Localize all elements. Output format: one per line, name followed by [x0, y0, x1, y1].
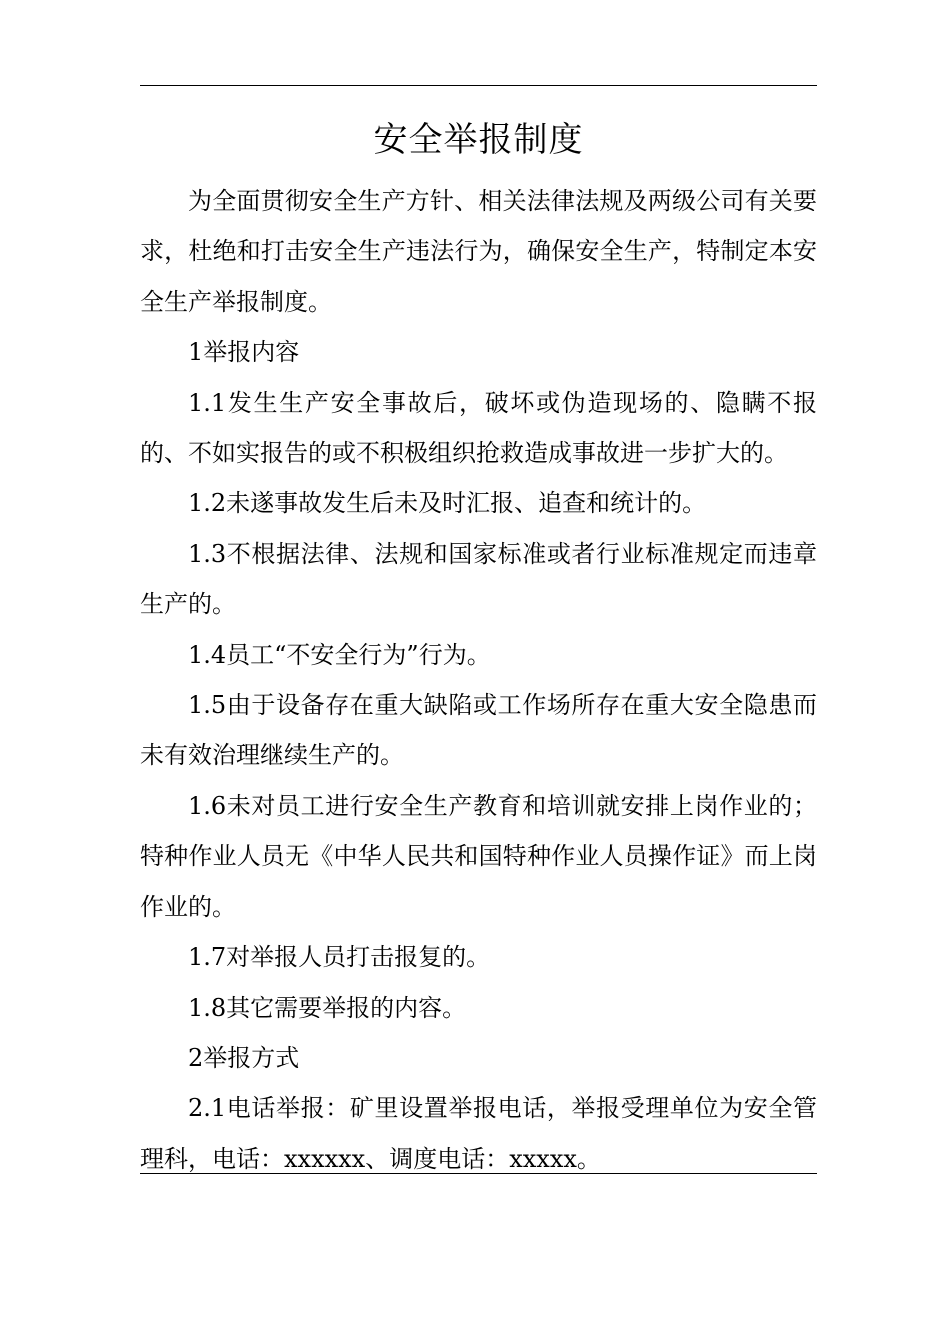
clause-2-1: 2.1电话举报：矿里设置举报电话，举报受理单位为安全管理科，电话：xxxxxx、调度电话：xxxxx。	[140, 1094, 817, 1173]
clause-1-4: 1.4员工“不安全行为”行为。	[188, 640, 491, 669]
clause-1-5: 1.5由于设备存在重大缺陷或工作场所存在重大安全隐患而未有效治理继续生产的。	[140, 691, 817, 770]
clause-1-1: 1.1发生生产安全事故后，破坏或伪造现场的、隐瞒不报的、不如实报告的或不积极组织抢救造成事故进一步扩大的。	[140, 388, 817, 468]
clause-1-3: 1.3不根据法律、法规和国家标准或者行业标准规定而违章生产的。	[140, 539, 817, 619]
header-rule	[140, 85, 817, 86]
section-heading-report-content: 1举报内容	[188, 338, 300, 367]
document-body	[140, 176, 817, 1184]
clause-1-2: 1.2未遂事故发生后未及时汇报、追查和统计的。	[188, 489, 707, 518]
clause-1-8: 1.8其它需要举报的内容。	[188, 993, 467, 1022]
clause-1-6: 1.6未对员工进行安全生产教育和培训就安排上岗作业的；特种作业人员无《中华人民共和国特种作业人员操作证》而上岗作业的。	[140, 791, 817, 921]
section-heading-report-method: 2举报方式	[188, 1043, 300, 1072]
clause-1-7: 1.7对举报人员打击报复的。	[188, 943, 491, 972]
footer-rule	[140, 1173, 817, 1174]
document-title: 安全举报制度	[373, 120, 584, 160]
intro-paragraph: 为全面贯彻安全生产方针、相关法律法规及两级公司有关要求，杜绝和打击安全生产违法行为，确保安全生产，特制定本安全生产举报制度。	[140, 187, 817, 316]
